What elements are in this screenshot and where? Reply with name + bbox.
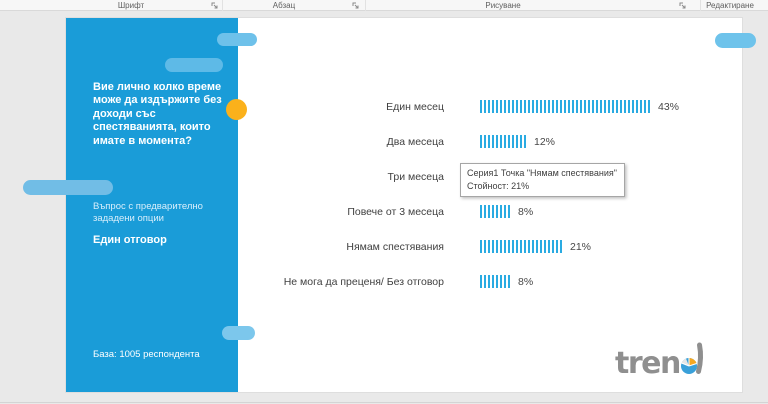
answer-type-label[interactable]: Един отговор bbox=[93, 234, 167, 246]
category-label: Не мога да преценя/ Без отговор bbox=[283, 275, 444, 288]
chart-row bbox=[184, 205, 533, 218]
chart-row bbox=[184, 275, 533, 288]
ribbon-separator bbox=[222, 0, 223, 11]
bar-no-savings[interactable] bbox=[480, 240, 564, 253]
slide-canvas[interactable] bbox=[66, 18, 742, 392]
chart-row bbox=[184, 100, 679, 113]
ribbon-group-font: Шрифт bbox=[117, 1, 145, 10]
tooltip-series-line: Серия1 Точка "Нямам спестявания" bbox=[467, 168, 617, 178]
trend-logo bbox=[615, 340, 713, 389]
sample-base-label[interactable]: База: 1005 респондента bbox=[93, 349, 200, 360]
bar-more-than-3-months[interactable] bbox=[480, 205, 512, 218]
value-label: 8% bbox=[518, 275, 534, 288]
trend-logo-text: tren bbox=[615, 346, 680, 381]
ribbon-separator bbox=[700, 0, 701, 11]
ribbon-group-editing: Редактиране bbox=[706, 1, 754, 10]
chart-row bbox=[184, 240, 591, 253]
ribbon-separator bbox=[365, 0, 366, 11]
question-text[interactable]: Вие лично колко време може да издържите без доходи със спестяванията, които имате в момента? bbox=[93, 81, 222, 147]
ribbon-group-paragraph: Абзац bbox=[272, 1, 296, 10]
value-label: 12% bbox=[534, 135, 556, 148]
bar-one-month[interactable] bbox=[480, 100, 652, 113]
dialog-launcher-icon[interactable] bbox=[211, 2, 218, 9]
question-subtitle[interactable]: Въпрос с предварително зададени опции bbox=[93, 201, 203, 224]
ribbon-group-drawing: Рисуване bbox=[485, 1, 521, 10]
value-label: 43% bbox=[658, 100, 680, 113]
ribbon-group-strip bbox=[0, 0, 768, 11]
statusbar-top-border bbox=[0, 402, 768, 403]
chart-row bbox=[184, 170, 486, 183]
bar-chart[interactable] bbox=[184, 100, 729, 300]
category-label: Два месеца bbox=[386, 135, 444, 148]
value-label: 21% bbox=[570, 240, 592, 253]
value-label: 8% bbox=[518, 205, 534, 218]
tooltip-value-line: Стойност: 21% bbox=[467, 180, 530, 191]
dialog-launcher-icon[interactable] bbox=[679, 2, 686, 9]
chart-tooltip bbox=[460, 163, 625, 197]
chart-row bbox=[184, 135, 555, 148]
bar-cannot-judge[interactable] bbox=[480, 275, 512, 288]
decorative-pill-shape[interactable] bbox=[165, 58, 223, 72]
category-label: Три месеца bbox=[387, 170, 444, 183]
category-label: Нямам спестявания bbox=[346, 240, 444, 253]
decorative-pill-shape[interactable] bbox=[23, 180, 113, 195]
logo-pie-icon bbox=[681, 358, 697, 374]
category-label: Един месец bbox=[386, 100, 444, 113]
decorative-pill-shape[interactable] bbox=[222, 326, 255, 340]
decorative-pill-shape[interactable] bbox=[715, 33, 756, 48]
dialog-launcher-icon[interactable] bbox=[352, 2, 359, 9]
category-label: Повече от 3 месеца bbox=[347, 205, 444, 218]
decorative-pill-shape[interactable] bbox=[217, 33, 257, 46]
bar-two-months[interactable] bbox=[480, 135, 528, 148]
